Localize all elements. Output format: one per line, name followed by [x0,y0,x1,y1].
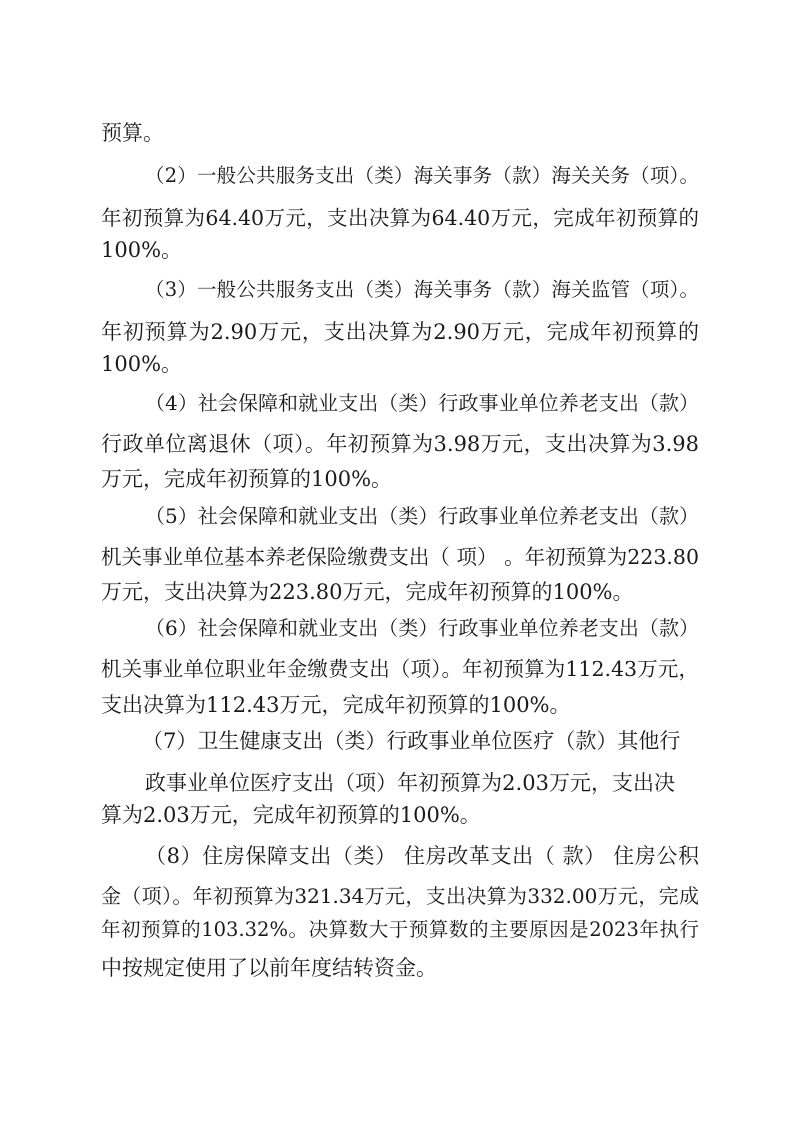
text-line: （2）一般公共服务支出（类）海关事务（款）海关关务（项）。 [145,164,699,187]
text-line: 年初预算的103.32%。决算数大于预算数的主要原因是2023年执行 [101,918,699,941]
text-line: （5）社会保障和就业支出（类）行政事业单位养老支出（款） [145,504,699,528]
text-line: （3）一般公共服务支出（类）海关事务（款）海关监管（项）。 [145,278,699,301]
text-line: 支出决算为112.43万元，完成年初预算的100%。 [101,693,571,717]
text-line: 算为2.03万元，完成年初预算的100%。 [101,803,481,827]
text-line: （4）社会保障和就业支出（类）行政事业单位养老支出（款） [145,391,699,415]
text-line: 机关事业单位职业年金缴费支出（项）。年初预算为112.43万元， [101,657,699,681]
text-line: 100%。 [101,238,183,262]
text-line: （7）卫生健康支出（类）行政事业单位医疗（款）其他行 [142,729,681,753]
text-line: 行政单位离退休（项）。年初预算为3.98万元，支出决算为3.98 [101,432,699,456]
text-line: （6）社会保障和就业支出（类）行政事业单位养老支出（款） [145,616,699,640]
text-line: 机关事业单位基本养老保险缴费支出（ 项） 。年初预算为223.80 [101,545,699,569]
text-line: 政事业单位医疗支出（项）年初预算为2.03万元，支出决 [145,771,675,795]
text-line: 金（项）。年初预算为321.34万元，支出决算为332.00万元，完成 [101,884,699,908]
text-line: 中按规定使用了以前年度结转资金。 [101,956,437,980]
text-line: 预算。 [101,121,164,145]
text-line: 年初预算为64.40万元，支出决算为64.40万元，完成年初预算的 [101,206,699,230]
text-line: 万元，支出决算为223.80万元，完成年初预算的100%。 [101,580,634,604]
text-line: 年初预算为2.90万元，支出决算为2.90万元，完成年初预算的 [101,320,699,344]
text-line: 万元，完成年初预算的100%。 [101,467,393,491]
text-line: 100%。 [101,352,183,376]
text-line: （8）住房保障支出（类） 住房改革支出（ 款） 住房公积 [145,844,699,868]
